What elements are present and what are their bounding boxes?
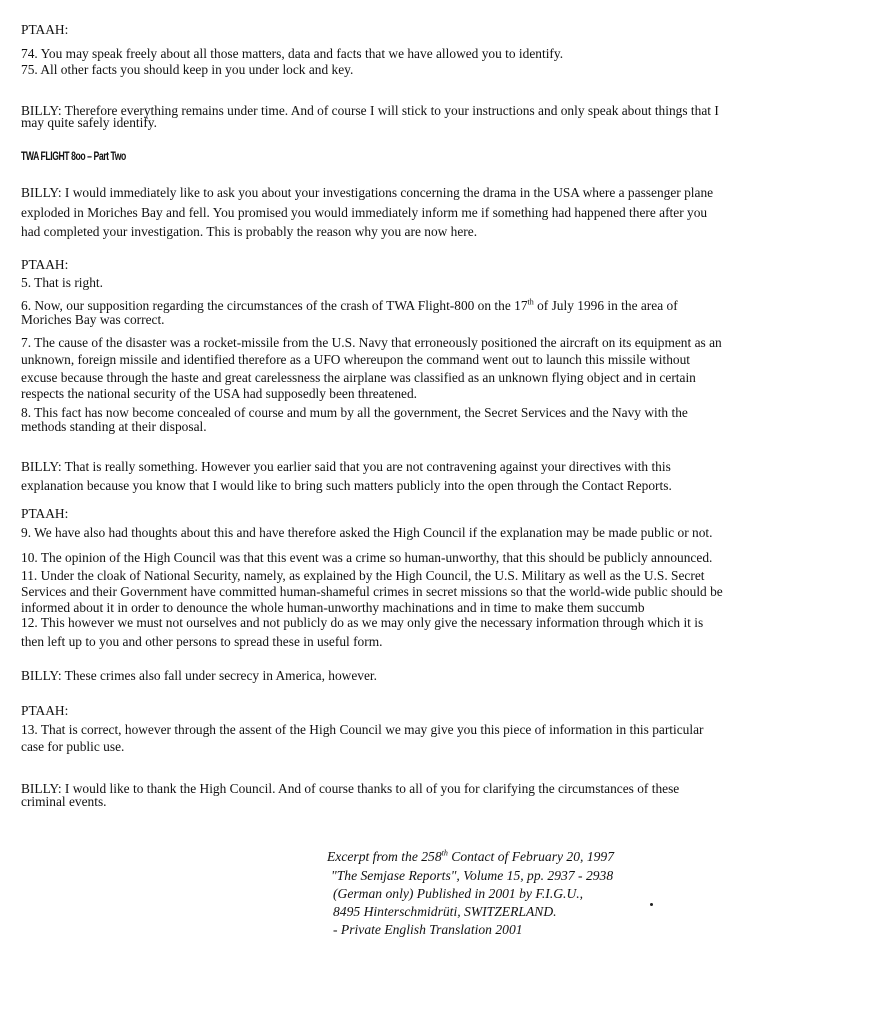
text-line: methods standing at their disposal. bbox=[21, 419, 207, 434]
text-line: BILLY: I would immediately like to ask you about your investigations concerning the drama in the USA where a passenger plane bbox=[21, 185, 714, 200]
text-line: BILLY: I would like to thank the High Council. And of course thanks to all of you for clarifying the circumstances of these bbox=[21, 781, 680, 796]
text-line: 75. All other facts you should keep in you under lock and key. bbox=[21, 62, 354, 77]
text-line: case for public use. bbox=[21, 739, 125, 754]
citation-line: (German only) Published in 2001 by F.I.G.U., bbox=[333, 886, 584, 901]
text-span: Contact of February 20, 1997 bbox=[447, 849, 615, 864]
superscript: th bbox=[527, 297, 534, 307]
text-line: BILLY: That is really something. However you earlier said that you are not contravening against your directives with this bbox=[21, 459, 671, 474]
superscript: th bbox=[441, 848, 448, 858]
text-line: criminal events. bbox=[21, 794, 107, 809]
text-line: unknown, foreign missile and identified therefore as a UFO whereupon the command went out to launch this missile without bbox=[21, 352, 691, 367]
speaker-label: PTAAH: bbox=[21, 22, 69, 37]
citation-line: - Private English Translation 2001 bbox=[333, 922, 523, 937]
speaker-label: PTAAH: bbox=[21, 506, 69, 521]
text-line: then left up to you and other persons to spread these in useful form. bbox=[21, 634, 383, 649]
text-line: BILLY: Therefore everything remains under time. And of course I will stick to your instructions and only speak about things that I bbox=[21, 103, 719, 118]
text-line: 11. Under the cloak of National Security, namely, as explained by the High Council, the U.S. Military as well as the U.S. Secret bbox=[21, 568, 705, 583]
citation-line: "The Semjase Reports", Volume 15, pp. 2937 - 2938 bbox=[331, 868, 614, 883]
text-line: 7. The cause of the disaster was a rocket-missile from the U.S. Navy that erroneously positioned the aircraft on its equipment as an bbox=[21, 335, 722, 350]
text-span: of July 1996 in the area of bbox=[533, 298, 678, 313]
text-line: explanation because you know that I would like to bring such matters publicly into the open through the Contact Reports. bbox=[21, 478, 672, 493]
citation-line: 8495 Hinterschmidrüti, SWITZERLAND. bbox=[333, 904, 557, 919]
scan-speck bbox=[650, 903, 653, 906]
section-heading: TWA FLIGHT 8oo – Part Two bbox=[21, 149, 126, 163]
text-line: 8. This fact has now become concealed of course and mum by all the government, the Secret Services and the Navy with the bbox=[21, 405, 688, 420]
text-line: may quite safely identify. bbox=[21, 115, 157, 130]
text-line: 74. You may speak freely about all those matters, data and facts that we have allowed you to identify. bbox=[21, 46, 564, 61]
text-span: 6. Now, our supposition regarding the circumstances of the crash of TWA Flight-800 on the 17 bbox=[21, 298, 528, 313]
text-span: Excerpt from the 258 bbox=[327, 849, 442, 864]
text-line: excuse because through the haste and great carelessness the airplane was classified as an unknown flying object and in certain bbox=[21, 370, 696, 385]
text-line: had completed your investigation. This is probably the reason why you are now here. bbox=[21, 224, 478, 239]
speaker-label: PTAAH: bbox=[21, 257, 69, 272]
citation-line bbox=[327, 849, 614, 865]
text-line: 13. That is correct, however through the assent of the High Council we may give you this piece of information in this particular bbox=[21, 722, 704, 737]
text-line: Services and their Government have committed human-shameful crimes in secret missions so that the world-wide public should be bbox=[21, 584, 723, 599]
text-line: 12. This however we must not ourselves and not publicly do as we may only give the necessary information through which it is bbox=[21, 615, 704, 630]
text-line: respects the national security of the USA had supposedly been threatened. bbox=[21, 386, 418, 401]
text-line: 9. We have also had thoughts about this and have therefore asked the High Council if the explanation may be made public or not. bbox=[21, 525, 713, 540]
text-line: 5. That is right. bbox=[21, 275, 103, 290]
text-line: BILLY: These crimes also fall under secrecy in America, however. bbox=[21, 668, 377, 683]
text-line: exploded in Moriches Bay and fell. You promised you would immediately inform me if something had happened there after you bbox=[21, 205, 708, 220]
text-line: 10. The opinion of the High Council was that this event was a crime so human-unworthy, that this should be publicly announced. bbox=[21, 550, 713, 565]
text-line: informed about it in order to denounce the whole human-unworthy machinations and in time to make them succumb bbox=[21, 600, 645, 615]
text-line: Moriches Bay was correct. bbox=[21, 312, 165, 327]
speaker-label: PTAAH: bbox=[21, 703, 69, 718]
